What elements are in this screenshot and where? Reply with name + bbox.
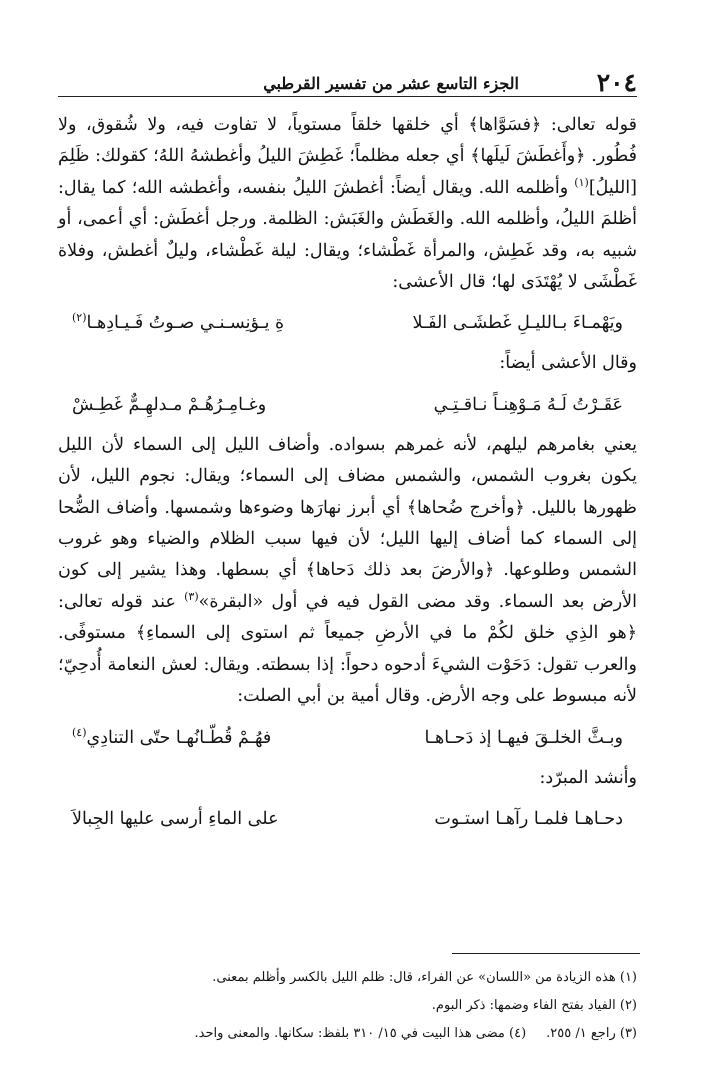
verse-second-hemistich (72, 723, 271, 754)
verse-second-hemistich: على الماءِ أرسى عليها الجِبالاَ (72, 808, 279, 829)
footnote-ref: (١) (574, 175, 589, 189)
footnote-ref: (٤) (72, 725, 87, 739)
verse-first-hemistich: وبـثَّ الخلـقَ فيهـا إذ دَحـاهـا (424, 727, 623, 748)
paragraph (58, 110, 637, 298)
verse-second-hemistich: وغـامِـرُهُـمْ مـدلهِـمٌّ غَطِـشْ (72, 394, 267, 415)
verse-intro: وقال الأعشى أيضاً: (499, 353, 637, 374)
running-title: الجزء التاسع عشر من تفسير القرطبي (263, 74, 519, 93)
poem-verse (58, 804, 637, 835)
footnotes (58, 964, 637, 1048)
paragraph-text: يعني بغامرهم ليلهم، لأنه غمرهم بسواده. وأضاف الليل إلى السماء لأن الليل يكون بغروب الشمس، والشمس مضاف إلى السماء؛ ويقال: نجوم الليل، لأن ظهورها بالليل. ﴿وأخرج ضُحاها﴾ أي أبرز نهارَها وضوءها وشمسها. وأضاف الضُّحا إلى السماء كما أضاف إليها الليل؛ لأن فيها سبب الظلام والضياء وهو غروب الشمس وطلوعها. ﴿والأرضَ بعد ذلك دَحاها﴾ أي بسطها. وهذا يشير إلى كون الأرض بعد السماء. وقد مضى القول فيه في أول «البقرة» (58, 434, 637, 612)
poem-verse (58, 308, 637, 339)
verse-first-hemistich: ويَهْمـاءَ بـالليـلِ غَطشَـى الفَـلا (412, 313, 623, 334)
paragraph (58, 430, 637, 713)
paragraph-text: وأظلمه الله. ويقال أيضاً: أغطشَ الليلُ بنفسه، وأغطشه الله؛ كما يقال: أظلمَ الليلُ، وأظلمه الله. والغَطَش والغَبَش: الظلمة. ورجل أغطَش: أي أعمى، أو شبيه به، وقد غَطِش، والمرأة غَطْشاء؛ ويقال: ليلة غَطْشاء، وليلٌ أغطش، وفلاة غَطْشَى لا يُهْتَدَى لها؛ قال الأعشى: (58, 177, 637, 293)
footnote: (٢) الفياد بفتح الفاء وضمها: ذكر البوم. (431, 998, 637, 1013)
paragraph-text: عند قوله تعالى: ﴿هو الذِي خلق لكُمْ ما في الأرضِ جميعاً ثم استوى إلى السماءِ﴾ مستوفًى. والعرب تقول: دَحَوْت الشيءَ أدحوه دحواً: إذا بسطته. ويقال: لعش النعامة أُدحِيّ؛ لأنه مبسوط على وجه الأرض. وقال أمية بن أبي الصلت: (58, 591, 637, 707)
footnote-ref: (٢) (72, 311, 87, 325)
footnote-divider (452, 953, 640, 954)
poem-verse (58, 390, 637, 421)
poem-verse (58, 723, 637, 754)
hemistich-text: ةِ يـؤنِسـنـي صـوتُ فَـيـادِهـا (86, 313, 285, 334)
footnote-ref: (٣) (184, 590, 199, 604)
verse-second-hemistich (72, 308, 284, 339)
verse-intro: وأنشد المبرّد: (539, 767, 637, 788)
footnote: (١) هذه الزيادة من «اللسان» عن الفراء، قال: ظلم الليل بالكسر وأظلم بمعنى. (212, 970, 637, 985)
paragraph-text: قوله تعالى: ﴿فسَوَّاها﴾ أي خلقها خلقاً مستوياً، لا تفاوت فيه، ولا شُقوق، ولا فُطُور. ﴿وأَغطَشَ لَيلَها﴾ أي جعله مظلماً؛ غَطِشَ الليلُ وأغطشهُ اللهُ؛ كقولك: ظَلِمَ [الليلُ] (58, 115, 637, 198)
running-header (58, 66, 637, 97)
verse-first-hemistich: عَقَـرْتُ لَـهُ مَـوْهِنـاً نـاقـتِـي (433, 394, 623, 415)
footnote: (٣) راجع ١/ ٢٥٥. (546, 1026, 637, 1041)
verse-first-hemistich: دحـاهـا فلمـا رآهـا استـوت (434, 808, 623, 829)
footnote: (٤) مضى هذا البيت في ١٥/ ٣١٠ بلفظ: سكانها. والمعنى واحد. (194, 1026, 527, 1041)
hemistich-text: فهُـمْ قُطّـانُهـا حتّى التنادِي (86, 727, 272, 748)
page-number: ٢٠٤ (596, 68, 637, 97)
footnote-row (58, 1020, 637, 1048)
main-text (58, 110, 637, 844)
